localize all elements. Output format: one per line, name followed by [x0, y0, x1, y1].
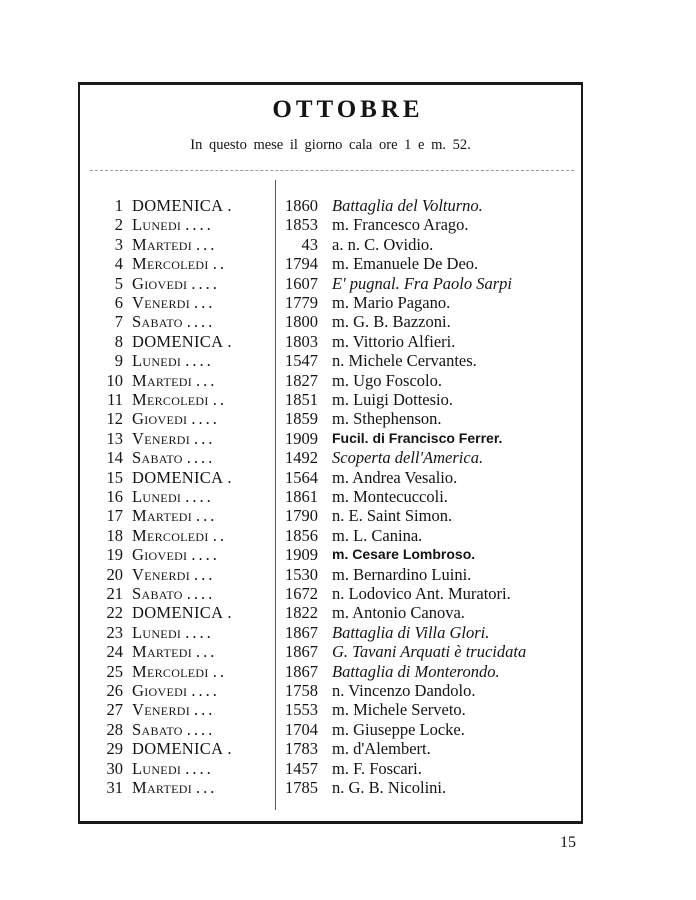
day-number: 8	[114, 331, 123, 351]
leader-dots: ....	[185, 622, 214, 642]
weekday	[132, 468, 272, 487]
leader-dots: .	[227, 739, 235, 759]
leader-dots: ..	[212, 661, 227, 681]
event-text: m. Andrea Vesalio.	[332, 467, 458, 487]
day-number: 16	[106, 487, 123, 506]
event-year: 1867	[285, 661, 318, 681]
page-title: OTTOBRE	[272, 96, 424, 123]
calendar-row	[0, 720, 696, 739]
calendar-row	[0, 545, 696, 564]
event-text: G. Tavani Arquati è trucidata	[332, 642, 527, 662]
weekday-name: DOMENICA	[132, 196, 224, 215]
weekday	[132, 429, 272, 448]
day-number: 17	[106, 506, 123, 526]
day-number: 2	[114, 215, 123, 235]
event-year: 1758	[285, 681, 318, 700]
weekday	[132, 565, 272, 584]
weekday-name: Sabato	[132, 448, 183, 468]
calendar-row	[0, 662, 696, 681]
event-text: Battaglia di Villa Glori.	[332, 622, 490, 642]
day-number: 23	[106, 622, 123, 642]
leader-dots: ...	[196, 234, 218, 254]
day-number: 30	[106, 758, 123, 778]
weekday-name: DOMENICA	[132, 739, 224, 759]
event-text: m. Antonio Canova.	[332, 603, 465, 623]
weekday-name: DOMENICA	[132, 467, 224, 487]
day-number: 5	[114, 273, 123, 293]
event-year: 1853	[285, 215, 318, 235]
weekday	[132, 778, 272, 797]
weekday-name: Martedi	[132, 778, 193, 797]
weekday	[132, 409, 272, 428]
event-text: m. Vittorio Alfieri.	[332, 331, 456, 351]
calendar-row	[0, 487, 696, 506]
calendar-row	[0, 390, 696, 409]
day-number: 7	[114, 312, 123, 332]
calendar-row	[0, 293, 696, 312]
calendar-row	[0, 332, 696, 351]
day-number: 29	[106, 739, 123, 759]
weekday-name: Mercoledi	[132, 254, 209, 274]
event-year: 1783	[285, 739, 318, 759]
weekday-name: Venerdi	[132, 564, 191, 584]
calendar-row	[0, 642, 696, 661]
leader-dots: ....	[191, 409, 220, 429]
event-text: m. F. Foscari.	[332, 758, 422, 778]
event-text: m. L. Canina.	[332, 525, 423, 545]
day-number: 20	[106, 564, 123, 584]
weekday	[132, 196, 272, 215]
calendar-row	[0, 603, 696, 622]
calendar-row	[0, 215, 696, 234]
leader-dots: ...	[196, 642, 218, 662]
weekday	[132, 351, 272, 370]
weekday	[132, 759, 272, 778]
event-text: m. Francesco Arago.	[332, 215, 469, 235]
event-text: m. G. B. Bazzoni.	[332, 312, 451, 332]
event-text: E' pugnal. Fra Paolo Sarpi	[332, 273, 512, 293]
event-text: m. Michele Serveto.	[332, 700, 466, 720]
day-number: 28	[106, 719, 123, 739]
day-number: 4	[114, 254, 123, 274]
event-text: n. Lodovico Ant. Muratori.	[332, 584, 511, 603]
day-number: 24	[106, 642, 123, 662]
event-text: m. Emanuele De Deo.	[332, 254, 479, 274]
leader-dots: ...	[194, 700, 216, 720]
leader-dots: ...	[194, 428, 216, 448]
weekday	[132, 681, 272, 700]
event-year: 1909	[285, 428, 318, 448]
calendar-row	[0, 778, 696, 797]
weekday-name: Mercoledi	[132, 525, 209, 545]
event-year: 1794	[285, 254, 318, 274]
event-text: m. Luigi Dottesio.	[332, 390, 453, 409]
calendar-row	[0, 429, 696, 448]
leader-dots: ....	[191, 273, 220, 293]
weekday-name: Sabato	[132, 719, 183, 739]
header-divider	[90, 170, 574, 171]
event-year: 1672	[285, 584, 318, 603]
weekday-name: Martedi	[132, 642, 193, 662]
weekday	[132, 700, 272, 719]
event-text: m. Mario Pagano.	[332, 293, 451, 312]
leader-dots: ....	[186, 584, 216, 603]
event-year: 1457	[285, 758, 318, 778]
day-number: 11	[107, 390, 123, 409]
day-number: 25	[106, 661, 123, 681]
event-year: 1860	[285, 196, 318, 215]
day-number: 14	[106, 448, 123, 468]
day-number: 6	[114, 293, 123, 312]
event-year: 1861	[285, 487, 318, 506]
event-text: n. G. B. Nicolini.	[332, 778, 447, 797]
calendar-row	[0, 409, 696, 428]
weekday	[132, 312, 272, 331]
calendar-row	[0, 623, 696, 642]
calendar-row	[0, 468, 696, 487]
event-text: n. Vincenzo Dandolo.	[332, 681, 476, 700]
event-year: 1859	[285, 409, 318, 429]
leader-dots: ....	[185, 487, 214, 506]
event-text: m. Ugo Foscolo.	[332, 370, 443, 390]
weekday	[132, 293, 272, 312]
leader-dots: ...	[194, 293, 216, 312]
leader-dots: .	[227, 467, 235, 487]
weekday	[132, 254, 272, 273]
weekday	[132, 487, 272, 506]
day-number: 10	[106, 370, 123, 390]
event-year: 1800	[285, 312, 318, 332]
leader-dots: ....	[185, 215, 214, 235]
event-text: n. Michele Cervantes.	[332, 351, 477, 371]
calendar-row	[0, 584, 696, 603]
event-text: Battaglia di Monterondo.	[332, 661, 500, 681]
weekday-name: Giovedi	[132, 681, 188, 700]
event-year: 1492	[285, 448, 318, 468]
day-number: 22	[106, 603, 123, 623]
leader-dots: ..	[212, 525, 227, 545]
event-text: m. Cesare Lombroso.	[332, 546, 476, 563]
page-subtitle: In questo mese il giorno cala ore 1 e m. 52.	[190, 137, 471, 153]
leader-dots: ..	[212, 390, 227, 409]
weekday	[132, 390, 272, 409]
calendar-row	[0, 254, 696, 273]
weekday-name: DOMENICA	[132, 331, 224, 351]
event-text: m. Giuseppe Locke.	[332, 719, 465, 739]
calendar-row	[0, 565, 696, 584]
weekday-name: Lunedi	[132, 622, 182, 642]
event-text: m. Montecuccoli.	[332, 487, 448, 506]
weekday-name: Mercoledi	[132, 661, 209, 681]
leader-dots: ...	[196, 370, 218, 390]
event-year: 1822	[285, 603, 318, 623]
event-year: 1779	[285, 293, 318, 312]
weekday	[132, 526, 272, 545]
weekday	[132, 448, 272, 467]
weekday	[132, 235, 272, 254]
calendar-row	[0, 759, 696, 778]
calendar-row	[0, 312, 696, 331]
weekday-name: Giovedi	[132, 545, 188, 565]
leader-dots: ....	[191, 681, 220, 700]
day-number: 18	[106, 525, 123, 545]
event-year: 43	[301, 234, 318, 254]
event-text: m. Bernardino Luini.	[332, 564, 472, 584]
leader-dots: ....	[186, 719, 216, 739]
calendar-row	[0, 351, 696, 370]
weekday	[132, 371, 272, 390]
calendar-row	[0, 448, 696, 467]
event-year: 1704	[285, 719, 318, 739]
weekday-name: Lunedi	[132, 351, 182, 371]
leader-dots: ...	[194, 564, 216, 584]
weekday-name: Martedi	[132, 370, 193, 390]
event-text: a. n. C. Ovidio.	[332, 234, 434, 254]
calendar-row	[0, 700, 696, 719]
calendar-row	[0, 506, 696, 525]
day-number: 9	[114, 351, 123, 371]
event-year: 1790	[285, 506, 318, 526]
weekday	[132, 662, 272, 681]
weekday	[132, 506, 272, 525]
weekday-name: Giovedi	[132, 273, 188, 293]
leader-dots: ....	[191, 545, 220, 565]
event-year: 1547	[285, 351, 318, 371]
event-year: 1856	[285, 525, 318, 545]
weekday	[132, 603, 272, 622]
day-number: 27	[106, 700, 123, 720]
event-year: 1530	[285, 564, 318, 584]
event-year: 1785	[285, 778, 318, 797]
leader-dots: ....	[185, 351, 214, 371]
weekday-name: Lunedi	[132, 487, 182, 506]
calendar-row	[0, 274, 696, 293]
calendar-row	[0, 235, 696, 254]
event-year: 1803	[285, 331, 318, 351]
weekday	[132, 545, 272, 564]
weekday-name: Venerdi	[132, 700, 191, 720]
weekday-name: Sabato	[132, 584, 183, 603]
calendar-row	[0, 371, 696, 390]
weekday-name: Mercoledi	[132, 390, 209, 409]
weekday-name: Lunedi	[132, 215, 182, 235]
weekday	[132, 215, 272, 234]
calendar-row	[0, 526, 696, 545]
event-year: 1827	[285, 370, 318, 390]
event-year: 1867	[285, 642, 318, 662]
event-year: 1607	[285, 273, 318, 293]
weekday	[132, 739, 272, 758]
weekday-name: Martedi	[132, 506, 193, 526]
leader-dots: ...	[196, 778, 218, 797]
day-number: 21	[106, 584, 123, 603]
leader-dots: ...	[196, 506, 218, 526]
event-text: n. E. Saint Simon.	[332, 506, 453, 526]
weekday-name: Martedi	[132, 234, 193, 254]
event-year: 1553	[285, 700, 318, 720]
weekday-name: Giovedi	[132, 409, 188, 429]
weekday-name: Venerdi	[132, 293, 191, 312]
event-text: Battaglia del Volturno.	[332, 196, 483, 215]
event-text: m. d'Alembert.	[332, 739, 431, 759]
event-year: 1564	[285, 467, 318, 487]
leader-dots: ....	[185, 758, 214, 778]
leader-dots: ..	[212, 254, 227, 274]
event-year: 1867	[285, 622, 318, 642]
day-number: 15	[106, 467, 123, 487]
calendar-row	[0, 739, 696, 758]
day-number: 26	[106, 681, 123, 700]
event-year: 1909	[285, 545, 318, 565]
day-number: 12	[106, 409, 123, 429]
weekday	[132, 642, 272, 661]
leader-dots: .	[227, 196, 235, 215]
weekday	[132, 332, 272, 351]
event-text: Fucil. di Francisco Ferrer.	[332, 429, 503, 446]
weekday-name: Venerdi	[132, 428, 191, 448]
leader-dots: ....	[186, 448, 216, 468]
day-number: 31	[106, 778, 123, 797]
day-number: 3	[114, 234, 123, 254]
event-text: Scoperta dell'America.	[332, 448, 484, 468]
calendar-row	[0, 196, 696, 215]
weekday	[132, 584, 272, 603]
weekday-name: Sabato	[132, 312, 183, 332]
event-year: 1851	[285, 390, 318, 409]
leader-dots: .	[227, 331, 235, 351]
page-number: 15	[560, 834, 576, 851]
weekday-name: DOMENICA	[132, 603, 224, 623]
weekday	[132, 274, 272, 293]
event-text: m. Sthephenson.	[332, 409, 442, 429]
weekday	[132, 720, 272, 739]
day-number: 13	[106, 428, 123, 448]
day-number: 19	[106, 545, 123, 565]
day-number: 1	[114, 196, 123, 215]
leader-dots: ....	[186, 312, 216, 332]
calendar-row	[0, 681, 696, 700]
weekday-name: Lunedi	[132, 758, 182, 778]
weekday	[132, 623, 272, 642]
leader-dots: .	[227, 603, 235, 623]
